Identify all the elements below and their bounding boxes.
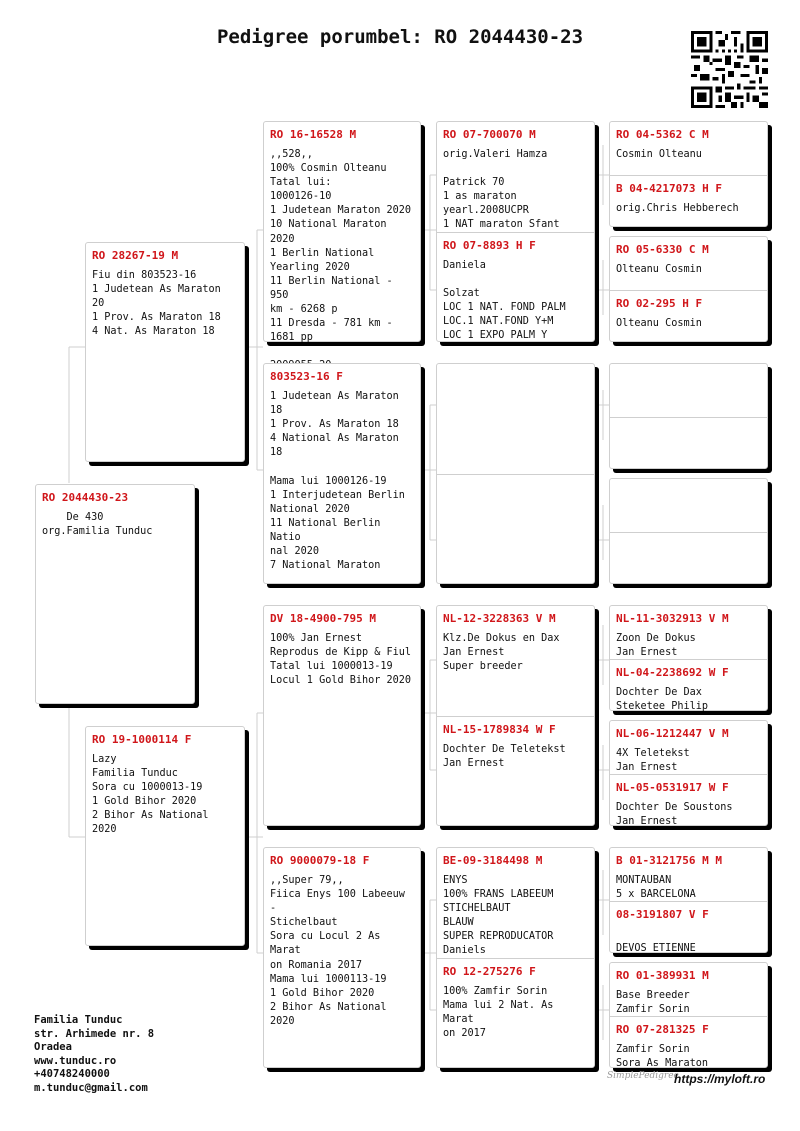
gen5-notes: Dochter De Dax Steketee Philip (616, 687, 709, 713)
great-grandparent-ring: RO 07-8893 H F (443, 239, 536, 252)
gen5-notes: Olteanu Cosmin (616, 264, 702, 275)
gen5-ring: B 04-4217073 H F (616, 182, 722, 195)
subject-ring: RO 2044430-23 (42, 491, 129, 504)
gen5-card[interactable] (609, 605, 768, 711)
gen5-notes: Cosmin Olteanu (616, 149, 702, 160)
breeder-street: str. Arhimede nr. 8 (34, 1027, 155, 1040)
gen5-notes: MONTAUBAN 5 x BARCELONA (616, 875, 696, 901)
gen5-ring: RO 02-295 H F (616, 297, 703, 310)
great-grandparent-notes: 100% Zamfir Sorin Mama lui 2 Nat. As Marat on 2017 (443, 986, 554, 1040)
great-grandparent-notes: orig.Valeri Hamza Patrick 70 1 as maraton yearl.2008UCPR 1 NAT maraton Sfant (443, 149, 560, 231)
grandparent-card[interactable] (263, 605, 421, 826)
gen5-ring: 08-3191807 V F (616, 908, 709, 921)
grandparent-notes: ,,Super 79,, Fiica Enys 100 Labeeuw - Stichelbaut Sora cu Locul 2 As Marat on Romania 2017 Mama lui 1000113-19 1 Gold Bihor 2020 2 Bihor As National 2020 (270, 875, 405, 1027)
breeder-email[interactable]: m.tunduc@gmail.com (34, 1081, 148, 1094)
gen5-card[interactable] (609, 962, 768, 1068)
gen5-ring: RO 07-281325 F (616, 1023, 709, 1036)
great-grandparent-notes: Dochter De Teletekst Jan Ernest (443, 744, 566, 770)
grandparent-ring: RO 9000079-18 F (270, 854, 370, 867)
gen5-notes: 4X Teletekst Jan Ernest (616, 748, 690, 774)
gen5-ring: B 01-3121756 M M (616, 854, 722, 867)
gen5-ring: NL-05-0531917 W F (616, 781, 729, 794)
gen5-notes: DEVOS ETIENNE (616, 943, 696, 955)
gen5-ring: RO 01-389931 M (616, 969, 709, 982)
signature-logo: SimplePedigree (607, 1071, 679, 1081)
great-grandparent-ring: RO 07-700070 M (443, 128, 536, 141)
great-grandparent-ring: BE-09-3184498 M (443, 854, 543, 867)
great-grandparent-notes: Daniela Solzat LOC 1 NAT. FOND PALM LOC.1 NAT.FOND Y+M LOC 1 EXPO PALM Y (443, 260, 566, 342)
grandparent-card[interactable] (263, 847, 421, 1068)
page-title: Pedigree porumbel: RO 2044430-23 (216, 26, 584, 48)
sire-ring: RO 28267-19 M (92, 249, 179, 262)
dam-notes: Lazy Familia Tunduc Sora cu 1000013-19 1 Gold Bihor 2020 2 Bihor As National 2020 (92, 754, 209, 836)
subject-card[interactable] (35, 484, 195, 704)
breeder-contact (34, 1014, 154, 1096)
great-grandparent-notes: Klz.De Dokus en Dax Jan Ernest Super breeder (443, 633, 560, 673)
gen5-notes: Dochter De Soustons Jan Ernest (616, 802, 733, 828)
gen5-ring: RO 05-6330 C M (616, 243, 709, 256)
breeder-phone: +40748240000 (34, 1068, 110, 1081)
great-grandparent-ring: RO 12-275276 F (443, 965, 536, 978)
sire-notes: Fiu din 803523-16 1 Judetean As Maraton 20 1 Prov. As Maraton 18 4 Nat. As Maraton 18 (92, 270, 221, 338)
great-grandparent-ring: NL-15-1789834 W F (443, 723, 556, 736)
gen5-card[interactable] (609, 363, 768, 469)
sire-card[interactable] (85, 242, 245, 462)
great-grandparents-card[interactable] (436, 847, 595, 1068)
gen5-card[interactable] (609, 121, 768, 227)
gen5-notes: Zoon De Dokus Jan Ernest (616, 633, 696, 659)
great-grandparents-card[interactable] (436, 605, 595, 826)
gen5-ring: NL-06-1212447 V M (616, 727, 729, 740)
great-grandparents-card[interactable] (436, 121, 595, 342)
dam-ring: RO 19-1000114 F (92, 733, 192, 746)
gen5-card[interactable] (609, 236, 768, 342)
gen5-notes: Olteanu Cosmin (616, 318, 702, 329)
gen5-ring: NL-11-3032913 V M (616, 612, 729, 625)
grandparent-notes: 1 Judetean As Maraton 18 1 Prov. As Maraton 18 4 National As Maraton 18 Mama lui 1000126-19 1 Interjudetean Berlin National 2020 11 National Berlin Natio nal 2020 7 National Maraton (270, 391, 405, 572)
grandparent-notes: 100% Jan Ernest Reprodus de Kipp & Fiul Tatal lui 1000013-19 Locul 1 Gold Bihor 2020 (270, 633, 412, 687)
gen5-notes: Base Breeder Zamfir Sorin (616, 990, 690, 1016)
myloft-link[interactable]: https://myloft.ro (674, 1072, 766, 1086)
gen5-card[interactable] (609, 720, 768, 826)
gen5-ring: NL-04-2238692 W F (616, 666, 729, 679)
dam-card[interactable] (85, 726, 245, 946)
grandparent-card[interactable] (263, 363, 421, 584)
grandparent-ring: RO 16-16528 M (270, 128, 357, 141)
great-grandparents-card[interactable] (436, 363, 595, 584)
grandparent-ring: DV 18-4900-795 M (270, 612, 376, 625)
grandparent-ring: 803523-16 F (270, 370, 343, 383)
gen5-notes: Zamfir Sorin Sora As Maraton (616, 1044, 709, 1070)
grandparent-card[interactable] (263, 121, 421, 342)
breeder-city: Oradea (34, 1041, 72, 1054)
subject-notes: De 430 org.Familia Tunduc (42, 512, 153, 538)
breeder-name: Familia Tunduc (34, 1014, 123, 1026)
great-grandparent-notes: ENYS 100% FRANS LABEEUM STICHELBAUT BLAUW SUPER REPRODUCATOR Daniels (443, 875, 554, 957)
grandparent-notes: ,,528,, 100% Cosmin Olteanu Tatal lui: 1000126-10 1 Judetean Maraton 2020 10 National Maraton 2020 1 Berlin National Yearling 2020 11 Berlin National - 950 km - 6268 p 11 Dresda - 781 km - 1681 pp (270, 149, 412, 344)
gen5-notes: orig.Chris Hebberech (616, 203, 739, 214)
gen5-card[interactable] (609, 847, 768, 953)
gen5-ring: RO 04-5362 C M (616, 128, 709, 141)
great-grandparent-ring: NL-12-3228363 V M (443, 612, 556, 625)
breeder-website[interactable]: www.tunduc.ro (34, 1054, 117, 1067)
gen5-card[interactable] (609, 478, 768, 584)
